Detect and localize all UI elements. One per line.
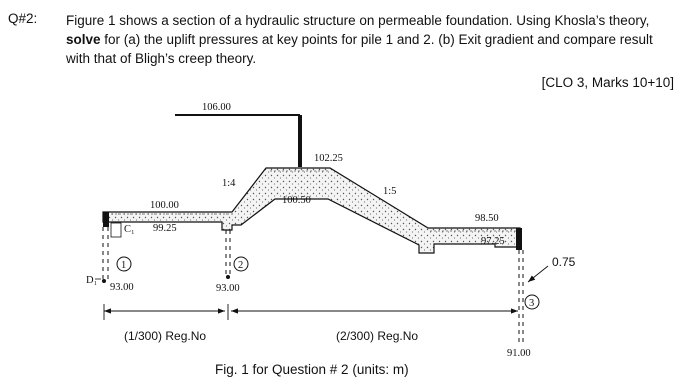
upstream-floor-top: 100.00	[150, 200, 179, 211]
figure-caption: Fig. 1 for Question # 2 (units: m)	[215, 362, 409, 377]
pile-1-marker: 1	[121, 260, 127, 271]
c1-label: C₁	[124, 224, 135, 235]
downstream-floor-top: 98.50	[475, 213, 499, 224]
upstream-slope: 1:4	[222, 178, 236, 189]
upstream-water-level: 106.00	[202, 102, 231, 113]
crest-level: 100.50	[282, 195, 311, 206]
question-text-bold: solve	[66, 32, 101, 47]
pile-1-bottom: 93.00	[110, 282, 134, 293]
dimension-leader	[528, 266, 548, 282]
question-text-post: for (a) the uplift pressures at key points for pile 1 and 2. (b) Exit gradient and compare result with that of Bligh’s creep theory.	[66, 32, 653, 66]
downstream-slope: 1:5	[383, 186, 397, 197]
pile-2-marker: 2	[238, 260, 244, 271]
span-1-label: (1/300) Reg.No	[124, 329, 207, 343]
pile-3-dimension: 0.75	[552, 255, 576, 269]
span-2-label: (2/300) Reg.No	[336, 329, 419, 343]
question-number: Q#2:	[8, 11, 38, 26]
question-text-pre: Figure 1 shows a section of a hydraulic structure on permeable foundation. Using Khosla’s theory,	[66, 13, 650, 28]
upstream-floor-bottom: 99.25	[153, 223, 177, 234]
downstream-floor-bottom: 97.25	[481, 236, 505, 247]
clo-marks: [CLO 3, Marks 10+10]	[541, 75, 674, 90]
top-level: 102.25	[314, 153, 343, 164]
d1-label: D₁	[86, 275, 98, 286]
pile-3-bottom: 91.00	[507, 348, 531, 359]
pile-3-marker: 3	[529, 298, 535, 309]
pile-2-bottom: 93.00	[216, 283, 240, 294]
